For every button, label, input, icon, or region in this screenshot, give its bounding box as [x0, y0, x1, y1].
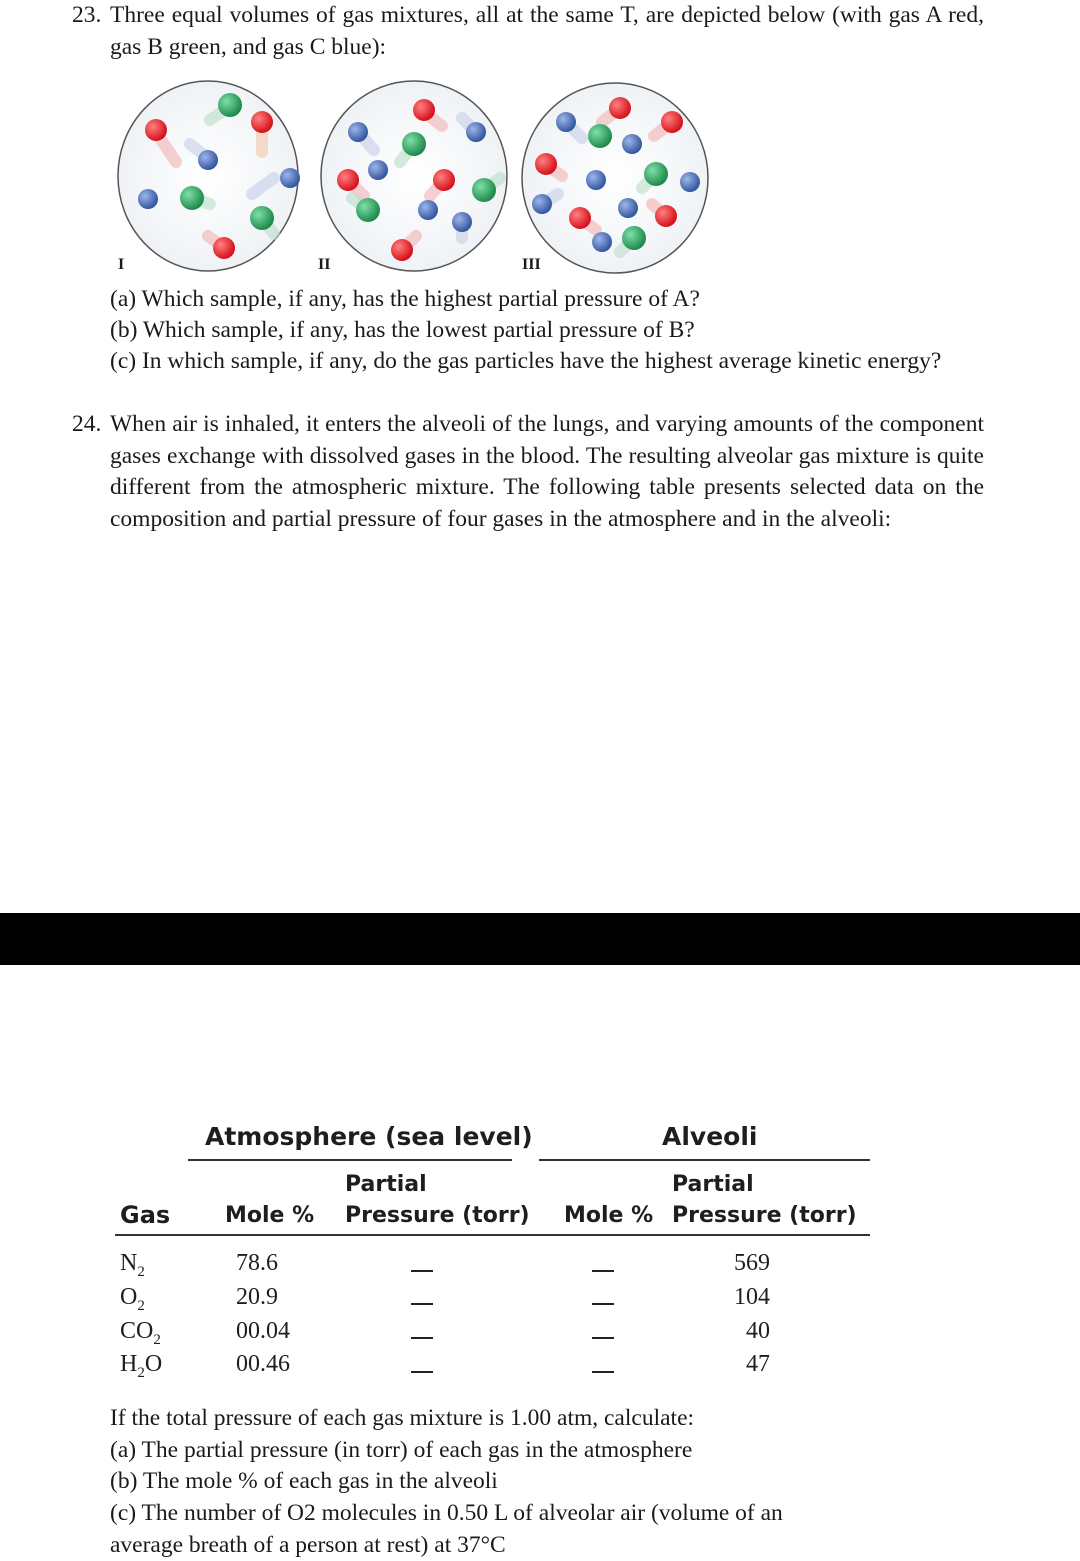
row-gas: $H_2O$ — [120, 1351, 163, 1381]
row-alv-mole-blank — [592, 1303, 614, 1305]
q23-part-c: (c) In which sample, if any, do the gas particles have the highest average kinetic energy? — [110, 348, 942, 374]
header-gas: Gas — [120, 1201, 171, 1229]
header-atm-partial-line2: Pressure (torr) — [345, 1203, 530, 1228]
header-atm-partial-line1: Partial — [345, 1172, 427, 1197]
q23-number: 23. — [72, 2, 102, 28]
row-alv-pp: 47 — [746, 1351, 770, 1377]
row-alv-pp: 569 — [734, 1250, 770, 1276]
row-atm-mole: 00.46 — [236, 1351, 290, 1377]
gas-mixtures-figure — [112, 78, 722, 278]
q24-intro: When air is inhaled, it enters the alveoli of the lungs, and varying amounts of the component gases exchange with dissolved gases in the blood. The resulting alveolar gas mixture is quite different from the atmospheric mixture. The following table presents selected data on the composition and partial pressure of four gases in the atmosphere and in the alveoli: — [110, 411, 984, 532]
sample-label-I: I — [118, 256, 125, 273]
sample-I-container — [118, 81, 300, 271]
sample-II-container — [321, 81, 507, 271]
header-atm-mole-pct: Mole % — [225, 1203, 315, 1228]
q24-followup-b: (b) The mole % of each gas in the alveoli — [110, 1468, 498, 1494]
q23-part-a: (a) Which sample, if any, has the highest partial pressure of A? — [110, 286, 700, 312]
sample-label-II: II — [318, 256, 331, 273]
alveoli-group-rule — [539, 1159, 870, 1161]
q23-part-b: (b) Which sample, if any, has the lowest partial pressure of B? — [110, 317, 695, 343]
q24-followup-a: (a) The partial pressure (in torr) of each gas in the atmosphere — [110, 1437, 693, 1463]
table-group-atmosphere: Atmosphere (sea level) — [205, 1122, 533, 1151]
row-alv-pp: 40 — [746, 1318, 770, 1344]
table-group-alveoli: Alveoli — [662, 1122, 758, 1151]
row-atm-pp-blank — [411, 1337, 433, 1339]
row-atm-mole: 20.9 — [236, 1284, 278, 1310]
row-atm-mole: 78.6 — [236, 1250, 278, 1276]
row-alv-mole-blank — [592, 1337, 614, 1339]
q23-intro: Three equal volumes of gas mixtures, all at the same T, are depicted below (with gas A red, gas B green, and gas C blue): — [110, 2, 984, 60]
row-alv-pp: 104 — [734, 1284, 770, 1310]
q24-followup-intro: If the total pressure of each gas mixture is 1.00 atm, calculate: — [110, 1405, 695, 1431]
row-gas: $N_2$ — [120, 1250, 145, 1280]
sample-label-III: III — [522, 256, 541, 273]
row-alv-mole-blank — [592, 1270, 614, 1272]
header-alv-partial-line2: Pressure (torr) — [672, 1203, 857, 1228]
row-atm-pp-blank — [411, 1371, 433, 1373]
row-atm-mole: 00.04 — [236, 1318, 290, 1344]
row-gas: $O_2$ — [120, 1284, 145, 1314]
row-atm-pp-blank — [411, 1303, 433, 1305]
q24-followup-c: (c) The number of O2 molecules in 0.50 L of alveolar air (volume of an average breath of a person at rest) at 37°C — [110, 1500, 783, 1558]
header-alv-partial-line1: Partial — [672, 1172, 754, 1197]
row-alv-mole-blank — [592, 1371, 614, 1373]
row-gas: $CO_2$ — [120, 1318, 161, 1348]
row-atm-pp-blank — [411, 1270, 433, 1272]
atmosphere-group-rule — [188, 1159, 512, 1161]
header-rule — [115, 1234, 870, 1236]
header-alv-mole-pct: Mole % — [564, 1203, 654, 1228]
q24-number: 24. — [72, 411, 102, 437]
sample-III-container — [522, 83, 708, 273]
redaction-bar — [0, 913, 1080, 965]
